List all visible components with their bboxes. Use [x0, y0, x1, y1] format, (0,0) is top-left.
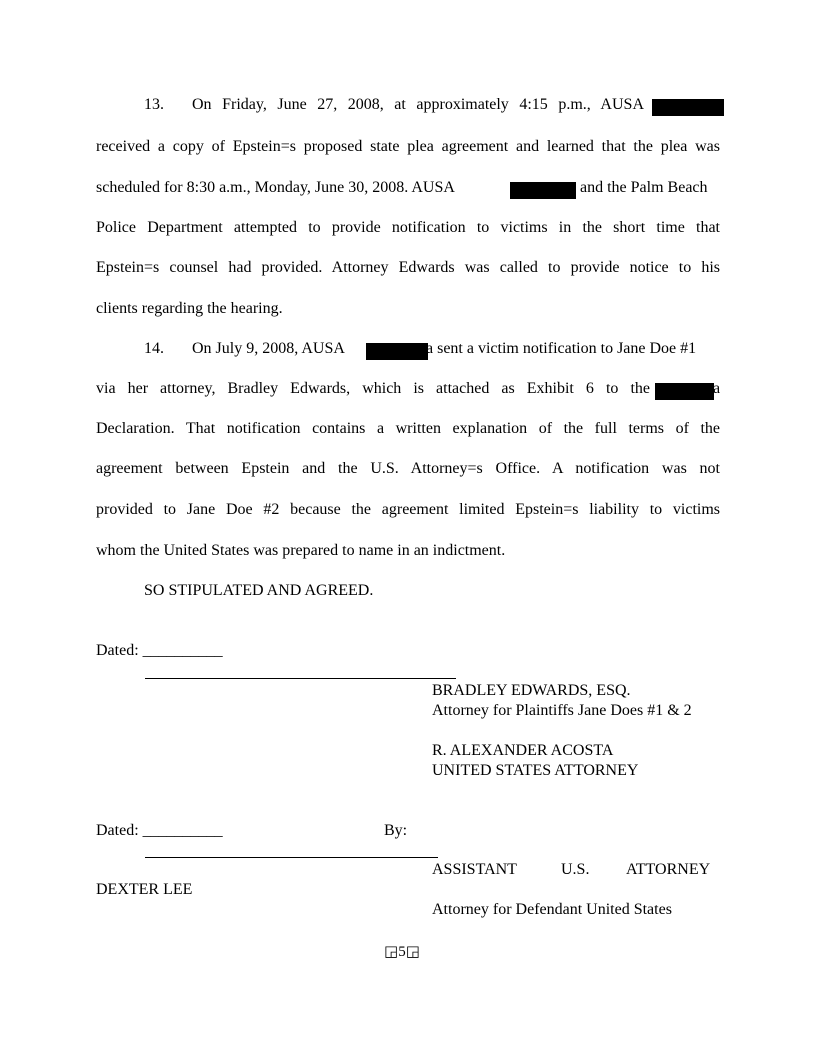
signature-line-1 — [145, 678, 456, 679]
para13-line1: On Friday, June 27, 2008, at approximately 4:15 p.m., AUSA — [192, 96, 644, 113]
para14-line4: agreement between Epstein and the U.S. Attorney=s Office. A notification was not — [96, 460, 720, 477]
attorney-word: ATTORNEY — [626, 861, 711, 878]
para13-line2: received a copy of Epstein=s proposed state plea agreement and learned that the plea was — [96, 138, 720, 155]
para13-line3a: scheduled for 8:30 a.m., Monday, June 30, 2008. AUSA — [96, 179, 455, 196]
para14-line3: Declaration. That notification contains a written explanation of the full terms of the — [96, 420, 720, 437]
para13-line3b: and the Palm Beach — [580, 179, 708, 196]
signer-name-1: BRADLEY EDWARDS, ESQ. — [432, 682, 631, 699]
page-number-block — [384, 942, 420, 961]
by-label: By: — [384, 822, 408, 839]
signer-role-1: Attorney for Plaintiffs Jane Does #1 & 2 — [432, 702, 692, 719]
para14-line1b: a sent a victim notification to Jane Doe #1 — [426, 340, 697, 357]
assistant-word: ASSISTANT — [432, 861, 517, 878]
page-number-ornament-icon: ◲ — [384, 944, 399, 960]
para14-line2b: a — [713, 380, 721, 397]
para13-number: 13. — [144, 96, 164, 113]
dated-line-2: Dated: __________ — [96, 822, 223, 839]
redaction-block — [366, 343, 428, 360]
para13-line5: Epstein=s counsel had provided. Attorney Edwards was called to provide notice to his — [96, 259, 720, 276]
stipulation-heading: SO STIPULATED AND AGREED. — [144, 582, 374, 599]
para14-number: 14. — [144, 340, 164, 357]
para13-line4: Police Department attempted to provide notification to victims in the short time that — [96, 219, 720, 236]
redaction-block — [652, 99, 724, 116]
signer-role-2: Attorney for Defendant United States — [432, 901, 672, 918]
redaction-block — [510, 182, 576, 199]
us-attorney-title: UNITED STATES ATTORNEY — [432, 762, 639, 779]
para13-line6: clients regarding the hearing. — [96, 300, 283, 317]
dated-line-1: Dated: __________ — [96, 642, 223, 659]
para14-line6: whom the United States was prepared to name in an indictment. — [96, 542, 506, 559]
para14-line5: provided to Jane Doe #2 because the agreement limited Epstein=s liability to victims — [96, 501, 720, 518]
us-word: U.S. — [561, 861, 590, 878]
signature-line-2 — [145, 857, 438, 858]
page-number-ornament-icon: ◲ — [405, 944, 420, 960]
para14-line2a: via her attorney, Bradley Edwards, which is attached as Exhibit 6 to the — [96, 380, 650, 397]
redaction-block — [655, 383, 714, 400]
para14-line1a: On July 9, 2008, AUSA — [192, 340, 345, 357]
assistant-name: DEXTER LEE — [96, 881, 193, 898]
us-attorney-name: R. ALEXANDER ACOSTA — [432, 742, 614, 759]
page-number: 5 — [398, 944, 406, 960]
